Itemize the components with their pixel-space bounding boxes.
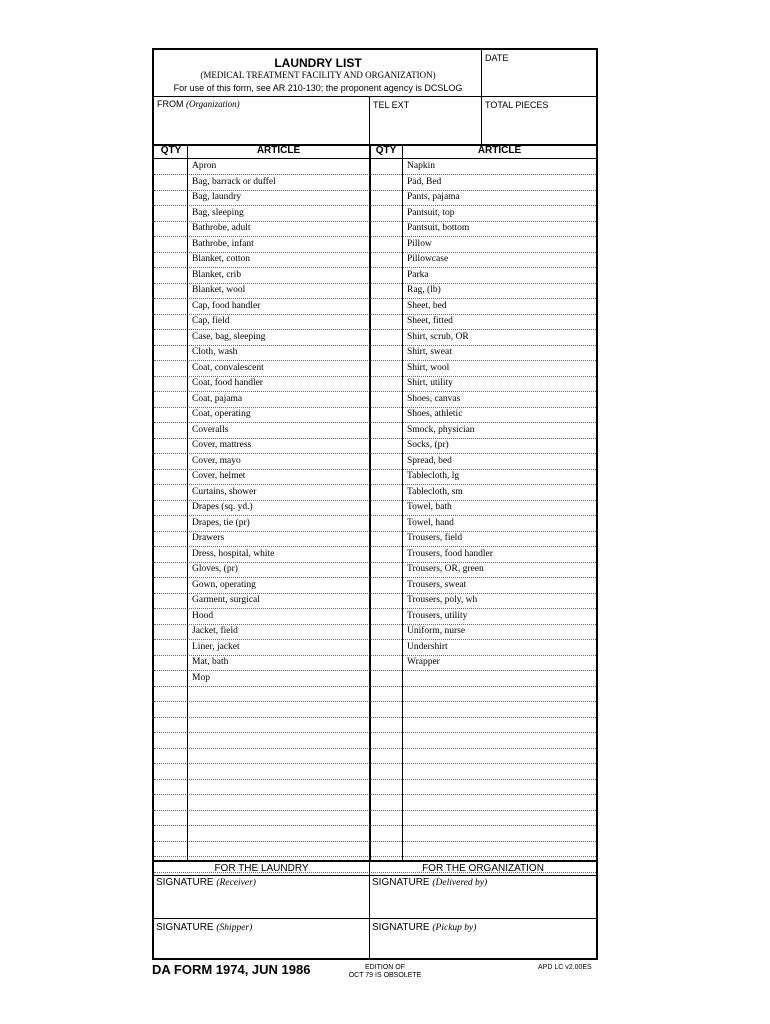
- qty-field-left[interactable]: [155, 408, 186, 421]
- table-row: [154, 686, 596, 702]
- qty-field-right[interactable]: [371, 517, 401, 530]
- qty-field-right[interactable]: [371, 191, 401, 204]
- qty-field-right[interactable]: [371, 749, 401, 762]
- sig-label-2: SIGNATURE: [372, 877, 430, 888]
- article-left: Garment, surgical: [192, 595, 260, 605]
- qty-field-right[interactable]: [371, 222, 401, 235]
- table-row: [154, 779, 596, 795]
- qty-field-right[interactable]: [371, 548, 401, 561]
- article-right: Uniform, nurse: [407, 626, 466, 636]
- article-right: Socks, (pr): [407, 440, 449, 450]
- tel-ext-field[interactable]: [371, 110, 479, 140]
- qty-field-left[interactable]: [155, 610, 186, 623]
- article-left: Coat, convalescent: [192, 362, 264, 373]
- qty-field-right[interactable]: [371, 672, 401, 685]
- qty-field-right[interactable]: [371, 470, 401, 483]
- form-subtitle: (MEDICAL TREATMENT FACILITY AND ORGANIZATION): [200, 70, 436, 80]
- article-right: Shirt, scrub, OR: [407, 331, 469, 342]
- shipper-hint: (Shipper): [216, 923, 253, 933]
- table-row: [154, 469, 596, 485]
- article-right: Undershirt: [407, 641, 448, 652]
- article-right: Trousers, poly, wh: [407, 595, 478, 605]
- table-row: [154, 640, 596, 656]
- table-row: [154, 299, 596, 315]
- article-right: Trousers, sweat: [407, 579, 467, 590]
- receiver-hint: (Receiver): [216, 878, 256, 888]
- use-line: For use of this form, see AR 210-130; the proponent agency is DCSLOG: [173, 83, 463, 93]
- qty-field-left[interactable]: [155, 780, 186, 793]
- table-row: [154, 268, 596, 284]
- article-right: Shoes, athletic: [407, 409, 463, 419]
- signature-pickup-field[interactable]: [372, 935, 594, 957]
- article-left: Coat, food handler: [192, 378, 263, 388]
- article-right: Pantsuit, bottom: [407, 223, 470, 233]
- table-row: [154, 190, 596, 206]
- article-right: Napkin: [407, 161, 435, 171]
- table-row: [154, 671, 596, 687]
- table-row: [154, 159, 596, 175]
- qty-field-right[interactable]: [371, 393, 401, 406]
- form-id: DA FORM 1974, JUN 1986: [152, 962, 311, 977]
- qty-field-right[interactable]: [371, 796, 401, 809]
- from-field[interactable]: [156, 110, 366, 140]
- article-right: Pillowcase: [407, 254, 449, 264]
- table-row: [154, 702, 596, 718]
- from-label-text: FROM: [157, 99, 184, 109]
- table-row: [154, 252, 596, 268]
- qty-field-left[interactable]: [155, 377, 186, 390]
- table-row: [154, 733, 596, 749]
- qty-field-right[interactable]: [371, 811, 401, 824]
- article-right: Pants, pajama: [407, 192, 460, 202]
- qty-field-left[interactable]: [155, 300, 186, 313]
- qty-field-left[interactable]: [155, 455, 186, 468]
- article-right: Pantsuit, top: [407, 207, 455, 218]
- qty-header-left: QTY: [160, 145, 182, 156]
- table-row: [154, 562, 596, 578]
- signature-pickup-label: [372, 922, 476, 933]
- table-row: [154, 330, 596, 346]
- signature-receiver-field[interactable]: [156, 890, 366, 916]
- for-organization-header: FOR THE ORGANIZATION: [422, 863, 544, 874]
- article-left: Drawers: [192, 533, 225, 543]
- qty-field-right[interactable]: [371, 377, 401, 390]
- laundry-list-form: [152, 48, 598, 960]
- article-right: Shirt, sweat: [407, 347, 452, 357]
- article-left: Drapes (sq. yd.): [192, 502, 253, 512]
- date-label: DATE: [485, 53, 509, 63]
- qty-field-left[interactable]: [155, 501, 186, 514]
- qty-field-right[interactable]: [371, 656, 401, 669]
- qty-field-left[interactable]: [155, 765, 186, 778]
- qty-field-left[interactable]: [155, 284, 186, 297]
- qty-field-right[interactable]: [371, 703, 401, 716]
- article-header-right: ARTICLE: [477, 145, 522, 156]
- article-left: Liner, jacket: [192, 641, 240, 652]
- qty-field-left[interactable]: [155, 579, 186, 592]
- qty-field-right[interactable]: [371, 563, 401, 576]
- qty-field-left[interactable]: [155, 532, 186, 545]
- signature-shipper-label: [156, 922, 252, 933]
- table-row: [154, 345, 596, 361]
- article-left: Curtains, shower: [192, 486, 257, 497]
- qty-field-left[interactable]: [155, 253, 186, 266]
- qty-field-right[interactable]: [371, 827, 401, 840]
- qty-field-right[interactable]: [371, 780, 401, 793]
- article-right: Sheet, fitted: [407, 316, 453, 326]
- qty-field-right[interactable]: [371, 424, 401, 437]
- qty-field-right[interactable]: [371, 734, 401, 747]
- qty-field-right[interactable]: [371, 842, 401, 855]
- table-row: [154, 810, 596, 826]
- article-right: Shirt, wool: [407, 362, 450, 373]
- table-row: [154, 795, 596, 811]
- qty-field-left[interactable]: [155, 625, 186, 638]
- article-right: Trousers, food handler: [407, 548, 493, 559]
- signature-shipper-field[interactable]: [156, 935, 366, 957]
- table-row: [154, 624, 596, 640]
- signature-delivered-field[interactable]: [372, 890, 594, 916]
- qty-field-left[interactable]: [155, 269, 186, 282]
- qty-field-left[interactable]: [155, 331, 186, 344]
- qty-field-left[interactable]: [155, 594, 186, 607]
- article-left: Bag, barrack or duffel: [192, 176, 276, 187]
- article-left: Cap, field: [192, 316, 230, 326]
- article-right: Shirt, utility: [407, 378, 453, 388]
- table-row: [154, 531, 596, 547]
- qty-field-left[interactable]: [155, 176, 186, 189]
- article-right: Sheet, bed: [407, 300, 447, 311]
- qty-field-right[interactable]: [371, 718, 401, 731]
- qty-field-left[interactable]: [155, 346, 186, 359]
- article-right: Smock, physician: [407, 424, 475, 435]
- article-left: Gown, operating: [192, 579, 256, 590]
- article-left: Drapes, tie (pr): [192, 517, 250, 528]
- article-right: Wrapper: [407, 657, 440, 667]
- qty-field-left[interactable]: [155, 672, 186, 685]
- article-left: Blanket, cotton: [192, 254, 251, 264]
- signature-receiver-label: [156, 877, 256, 888]
- table-row: [154, 454, 596, 470]
- qty-field-left[interactable]: [155, 222, 186, 235]
- form-title: LAUNDRY LIST: [274, 56, 362, 70]
- table-row: [154, 392, 596, 408]
- qty-field-left[interactable]: [155, 238, 186, 251]
- qty-field-right[interactable]: [371, 362, 401, 375]
- article-right: Pad, Bed: [407, 176, 442, 187]
- qty-field-right[interactable]: [371, 176, 401, 189]
- table-row: [154, 609, 596, 625]
- qty-field-left[interactable]: [155, 424, 186, 437]
- article-right: Trousers, utility: [407, 610, 468, 621]
- qty-field-left[interactable]: [155, 207, 186, 220]
- article-left: Cover, mattress: [192, 440, 252, 450]
- article-right: Tablecloth, sm: [407, 486, 463, 497]
- article-right: Rag, (lb): [407, 285, 441, 295]
- article-left: Bathrobe, infant: [192, 238, 254, 249]
- article-right: Shoes, canvas: [407, 393, 461, 404]
- table-row: [154, 748, 596, 764]
- from-hint: (Organization): [186, 99, 240, 109]
- article-left: Coat, pajama: [192, 393, 243, 404]
- qty-field-right[interactable]: [371, 253, 401, 266]
- edition-note: [330, 964, 440, 980]
- qty-field-right[interactable]: [371, 346, 401, 359]
- article-right: Tablecloth, lg: [407, 471, 460, 481]
- table-row: [154, 283, 596, 299]
- qty-field-left[interactable]: [155, 486, 186, 499]
- article-right: Pillow: [407, 238, 432, 249]
- qty-field-right[interactable]: [371, 641, 401, 654]
- qty-field-right[interactable]: [371, 408, 401, 421]
- table-row: [154, 547, 596, 563]
- article-left: Dress, hospital, white: [192, 548, 275, 559]
- edition-line-2: OCT 79 IS OBSOLETE: [348, 972, 422, 979]
- table-row: [154, 438, 596, 454]
- qty-field-left[interactable]: [155, 827, 186, 840]
- qty-field-left[interactable]: [155, 703, 186, 716]
- qty-field-right[interactable]: [371, 594, 401, 607]
- qty-field-right[interactable]: [371, 315, 401, 328]
- qty-field-left[interactable]: [155, 811, 186, 824]
- version-label: APD LC v2.00ES: [538, 964, 592, 971]
- qty-field-right[interactable]: [371, 610, 401, 623]
- article-left: Case, bag, sleeping: [192, 331, 266, 342]
- qty-field-left[interactable]: [155, 656, 186, 669]
- article-header-left: ARTICLE: [256, 145, 301, 156]
- qty-field-right[interactable]: [371, 687, 401, 700]
- qty-field-left[interactable]: [155, 641, 186, 654]
- sig-label-4: SIGNATURE: [372, 922, 430, 933]
- tel-ext-label: TEL EXT: [373, 100, 410, 110]
- article-left: Cloth, wash: [192, 347, 238, 357]
- edition-line-1: EDITION OF: [364, 964, 406, 971]
- qty-field-right[interactable]: [371, 455, 401, 468]
- qty-field-left[interactable]: [155, 160, 186, 173]
- article-left: Jacket, field: [192, 626, 238, 636]
- table-row: [154, 221, 596, 237]
- sig-label-3: SIGNATURE: [156, 922, 214, 933]
- qty-field-left[interactable]: [155, 393, 186, 406]
- article-left: Bathrobe, adult: [192, 223, 251, 233]
- article-left: Hood: [192, 610, 214, 621]
- qty-field-right[interactable]: [371, 331, 401, 344]
- table-row: [154, 485, 596, 501]
- qty-field-right[interactable]: [371, 207, 401, 220]
- table-row: [154, 655, 596, 671]
- table-row: [154, 423, 596, 439]
- qty-field-right[interactable]: [371, 765, 401, 778]
- article-left: Mat, bath: [192, 657, 229, 667]
- article-left: Coat, operating: [192, 409, 251, 419]
- table-row: [154, 175, 596, 191]
- qty-field-right[interactable]: [371, 501, 401, 514]
- delivered-hint: (Delivered by): [432, 878, 488, 888]
- table-row: [154, 826, 596, 842]
- signature-delivered-label: [372, 877, 487, 888]
- qty-field-right[interactable]: [371, 238, 401, 251]
- qty-field-right[interactable]: [371, 439, 401, 452]
- qty-header-right: QTY: [375, 145, 397, 156]
- qty-field-left[interactable]: [155, 734, 186, 747]
- qty-field-left[interactable]: [155, 470, 186, 483]
- article-right: Parka: [407, 269, 429, 280]
- qty-field-left[interactable]: [155, 563, 186, 576]
- table-row: [154, 764, 596, 780]
- for-laundry-header: FOR THE LAUNDRY: [214, 863, 309, 874]
- date-field[interactable]: [482, 64, 596, 94]
- table-row: [154, 593, 596, 609]
- table-row: [154, 237, 596, 253]
- article-left: Mop: [192, 672, 210, 683]
- article-left: Coveralls: [192, 424, 229, 435]
- article-left: Bag, laundry: [192, 192, 242, 202]
- article-right: Trousers, field: [407, 533, 463, 543]
- article-left: Bag, sleeping: [192, 207, 244, 218]
- article-left: Gloves, (pr): [192, 564, 238, 574]
- article-left: Apron: [192, 161, 217, 171]
- total-pieces-label: TOTAL PIECES: [485, 100, 549, 110]
- qty-field-left[interactable]: [155, 517, 186, 530]
- table-row: [154, 376, 596, 392]
- qty-field-left[interactable]: [155, 796, 186, 809]
- article-left: Cap, food handler: [192, 300, 261, 311]
- qty-field-left[interactable]: [155, 191, 186, 204]
- table-row: [154, 500, 596, 516]
- article-left: Blanket, wool: [192, 285, 246, 295]
- table-row: [154, 516, 596, 532]
- table-row: [154, 361, 596, 377]
- article-right: Trousers, OR, green: [407, 564, 484, 574]
- qty-field-left[interactable]: [155, 687, 186, 700]
- qty-field-right[interactable]: [371, 160, 401, 173]
- article-right: Spread, bed: [407, 455, 452, 466]
- qty-field-left[interactable]: [155, 718, 186, 731]
- qty-field-left[interactable]: [155, 548, 186, 561]
- table-row: [154, 717, 596, 733]
- table-row: [154, 841, 596, 857]
- qty-field-left[interactable]: [155, 315, 186, 328]
- table-row: [154, 206, 596, 222]
- table-row: [154, 314, 596, 330]
- pickup-hint: (Pickup by): [432, 923, 477, 933]
- qty-field-right[interactable]: [371, 269, 401, 282]
- sig-label-1: SIGNATURE: [156, 877, 214, 888]
- article-left: Cover, mayo: [192, 455, 241, 466]
- table-row: [154, 578, 596, 594]
- total-pieces-field[interactable]: [483, 110, 593, 140]
- qty-field-right[interactable]: [371, 486, 401, 499]
- qty-field-right[interactable]: [371, 579, 401, 592]
- article-right: Towel, bath: [407, 502, 452, 512]
- article-left: Cover, helmet: [192, 471, 246, 481]
- qty-field-left[interactable]: [155, 439, 186, 452]
- table-row: [154, 407, 596, 423]
- qty-field-right[interactable]: [371, 532, 401, 545]
- article-left: Blanket, crib: [192, 269, 242, 280]
- qty-field-right[interactable]: [371, 300, 401, 313]
- qty-field-right[interactable]: [371, 284, 401, 297]
- qty-field-left[interactable]: [155, 362, 186, 375]
- article-right: Towel, hand: [407, 517, 454, 528]
- from-label: [157, 99, 240, 109]
- qty-field-right[interactable]: [371, 625, 401, 638]
- qty-field-left[interactable]: [155, 842, 186, 855]
- qty-field-left[interactable]: [155, 749, 186, 762]
